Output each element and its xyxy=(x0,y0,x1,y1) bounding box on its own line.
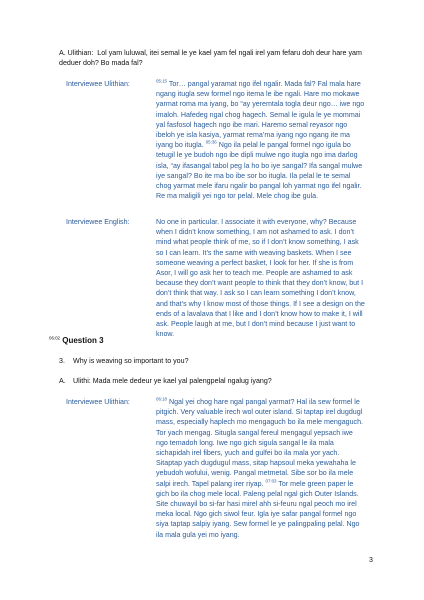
speaker-label: Interviewee Ulithian: xyxy=(66,398,130,406)
timestamp: 06:02 xyxy=(49,335,60,341)
timestamp: 05:15 xyxy=(156,78,167,84)
intro-text: Lol yam luluwal, itei semal le ye kael yam fel ngali irel yam fefaru doh deur hare yam deduer doh? Bo mada fal? xyxy=(59,49,362,67)
page-number: 3 xyxy=(369,557,373,564)
speaker-label: Interviewee Ulithian: xyxy=(66,80,130,88)
question-ulithian xyxy=(59,376,272,386)
timestamp: 07:03 xyxy=(265,478,277,484)
question-text: Why is weaving so important to you? xyxy=(73,357,189,365)
answer-part: Ngo ila pelal le pangal formel ngo igula bo tetugil le ye budoh ngo ibe dipli mulwe ngo itugla ngo ima darlog isla, “ay ifasangal tabol peg la ho bo iye sangal? Ifa sangal mulwe iye sangal? Bo ite ma bo ibe sor bo itugla. Ila pelal le te semal chog yarmat mele ifaru ngalir bo pangal loh yarmat ngo ifel ngalir. Re ma maligili yei ngo tor pelal. Mele chog ibe gula. xyxy=(156,141,363,201)
timestamp: 06:18 xyxy=(156,396,167,402)
answer-part: Tor… pangal yaramat ngo ifel ngalir. Mada fal? Fal mala hare ngang itugla sew formel ngo itema le ibe ngali. Hare mo mokawe yarmat roma ma iyang, bo “ay yeremtala togla deur ngo… iwe ngo imaloh. Hafedeg ngal chog hagech. Semal le igula le ye mommai yal fasfosol hagech ngo ibe mari. Haremo semal reyasor ngo ibeloh ye isla kasiya, yarmat rema’ma iyang ngo ngang ite ma iyang bo itugla. xyxy=(156,80,365,150)
question-text: Ulithi: Mada mele dedeur ye kael yal palengpelal ngalug iyang? xyxy=(73,377,272,385)
question-title: Question 3 xyxy=(62,336,104,345)
question-number: 3. xyxy=(59,357,65,365)
question-english xyxy=(59,356,189,366)
timestamp: 05:36 xyxy=(205,139,217,145)
answer-marker: A. xyxy=(59,377,66,385)
answer-text: No one in particular. I associate it with everyone, why? Because when I didn’t know something, I am not ashamed to ask. I don’t mind what people think of me, so if I don’t know something, I ask so I can learn. It’s the same with weaving baskets. When I see someone weaving a perfect basket, I look for her. If she is from Asor, I will go ask her to teach me. People are ashamed to ask because they don’t want people to think that they don’t know, but I don’t think that way. I ask so I can learn something I don’t know, and that’s why I know most of those things. If I see a design on the ends of a lavalava that I like and I don’t know how to make it, I will ask. People laugh at me, but I don’t mind because I just want to know. xyxy=(156,218,365,339)
intro-question xyxy=(59,48,379,68)
speaker-label: Interviewee English: xyxy=(66,218,130,226)
intro-speaker: A. Ulithian: xyxy=(59,49,94,57)
answer-part: Ngal yei chog hare ngal pangal yarmat? Hal ila sew formel le pitgich. Very valuable irech wol outer island. Si taptap irel dugdugl mass, especially haplech mo mengaguch bo ila mele mengaguch. Tor yach mengag. Situgla sangal fereul mengagul yepsach iwe ngo temadoh long. Iwe ngo gich sigula sangal le ila mala sichapidah irel fibers, yuch and gulfei bo ila mala yor yach. Sitaptap yach dugdugul mass, sitap hapsoul meka yewahaha le yebudoh wofului, wenig. Pangal metmetal. Sibe sor bo ila mele salpi irech. Tapel palang irer riyap. xyxy=(156,398,364,488)
answer-text xyxy=(156,397,366,540)
answer-part: Tor mele green paper le gich bo ila chog mele local. Paleng pelal ngal gich Outer Islands. Site chuwayil bo si-far hasi mirel ahh si-feuru ngal peoch mo irel meka local. Ngo gich siwol feur. Igla iye safar pangal formel ngo siya taptap salpiy iyang. Sew formel le ye palingpaling pelal. Ngo ila mala gula yei mo iyang. xyxy=(156,479,360,539)
question-heading xyxy=(49,336,104,345)
answer-text xyxy=(156,79,366,201)
